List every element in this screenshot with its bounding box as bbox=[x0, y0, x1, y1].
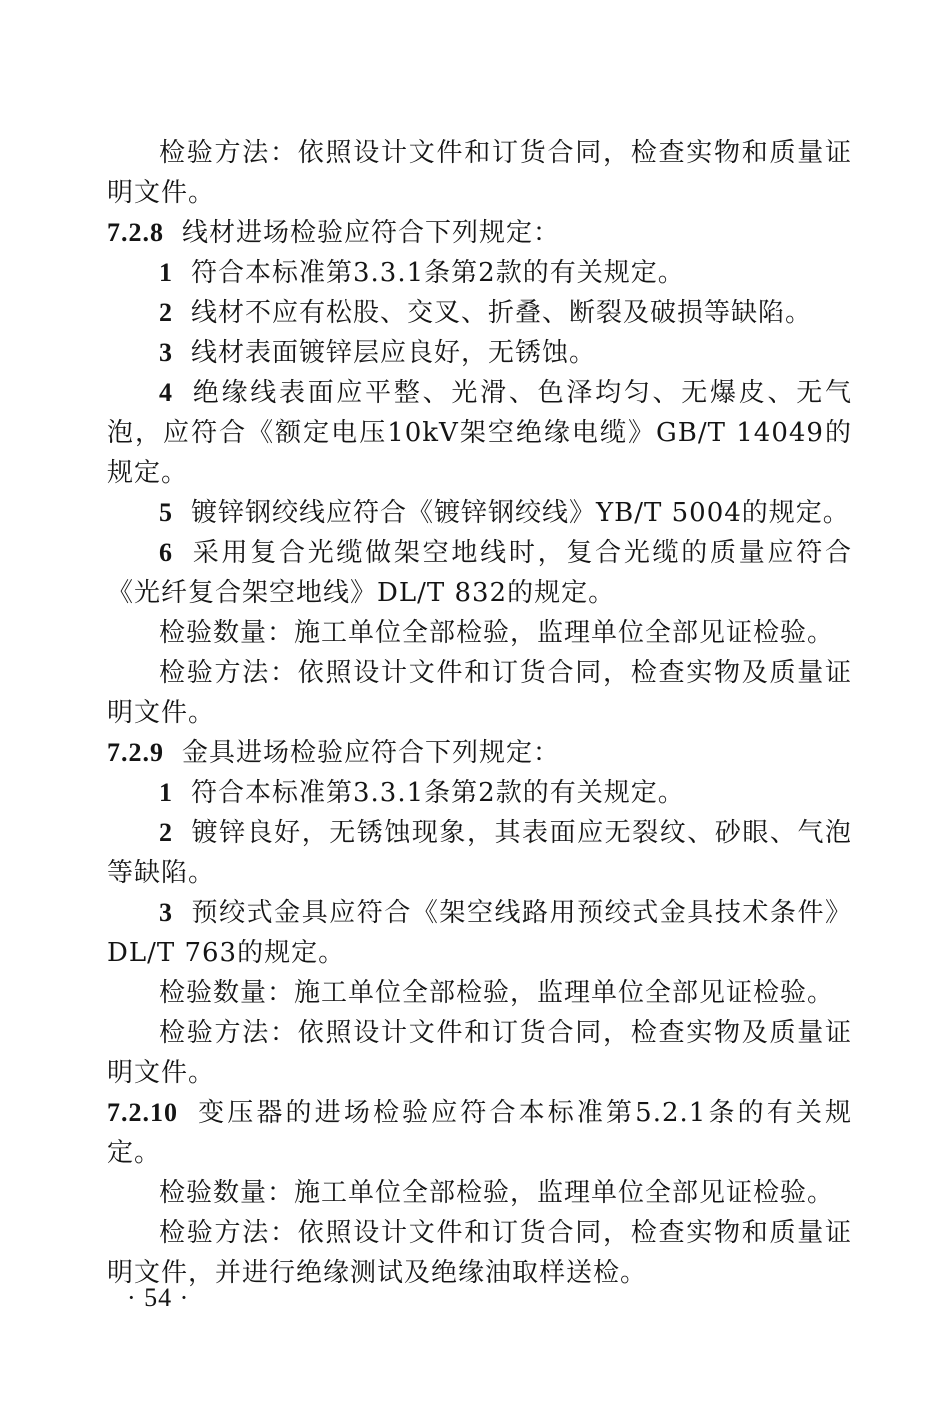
paragraph-text: 检验方法：依照设计文件和订货合同，检查实物及质量证明文件。 bbox=[107, 658, 852, 728]
paragraph-text: 检验方法：依照设计文件和订货合同，检查实物和质量证明文件。 bbox=[107, 138, 852, 208]
paragraph-text: 检验数量：施工单位全部检验，监理单位全部见证检验。 bbox=[159, 1178, 835, 1208]
item-number: 2 bbox=[159, 298, 173, 327]
paragraph-text: 检验方法：依照设计文件和订货合同，检查实物和质量证明文件，并进行绝缘测试及绝缘油取样送检。 bbox=[107, 1218, 852, 1288]
item-text: 符合本标准第3.3.1条第2款的有关规定。 bbox=[191, 778, 685, 808]
clause-number: 7.2.10 bbox=[107, 1098, 178, 1127]
item-text: 采用复合光缆做架空地线时，复合光缆的质量应符合《光纤复合架空地线》DL/T 832的规定。 bbox=[107, 538, 852, 608]
list-item bbox=[107, 333, 852, 373]
item-text: 镀锌钢绞线应符合《镀锌钢绞线》YB/T 5004的规定。 bbox=[191, 498, 850, 528]
item-text: 绝缘线表面应平整、光滑、色泽均匀、无爆皮、无气泡，应符合《额定电压10kV架空绝缘电缆》GB/T 14049的规定。 bbox=[107, 378, 852, 488]
item-number: 5 bbox=[159, 498, 173, 527]
clause-number: 7.2.9 bbox=[107, 738, 164, 767]
list-item bbox=[107, 813, 852, 893]
item-text: 预绞式金具应符合《架空线路用预绞式金具技术条件》DL/T 763的规定。 bbox=[107, 898, 852, 968]
paragraph-text: 检验数量：施工单位全部检验，监理单位全部见证检验。 bbox=[159, 618, 835, 648]
paragraph-inspection-quantity bbox=[107, 1173, 852, 1213]
item-text: 符合本标准第3.3.1条第2款的有关规定。 bbox=[191, 258, 685, 288]
item-text: 线材不应有松股、交叉、折叠、断裂及破损等缺陷。 bbox=[191, 298, 813, 328]
list-item bbox=[107, 373, 852, 493]
clause-7-2-10 bbox=[107, 1093, 852, 1173]
paragraph-inspection-quantity bbox=[107, 973, 852, 1013]
page-number: · 54 · bbox=[127, 1283, 190, 1312]
item-text: 镀锌良好，无锈蚀现象，其表面应无裂纹、砂眼、气泡等缺陷。 bbox=[107, 818, 852, 888]
clause-text: 变压器的进场检验应符合本标准第5.2.1条的有关规定。 bbox=[107, 1098, 852, 1168]
paragraph-inspection-method bbox=[107, 653, 852, 733]
item-number: 4 bbox=[159, 378, 173, 407]
list-item bbox=[107, 253, 852, 293]
item-number: 1 bbox=[159, 778, 173, 807]
paragraph-inspection-method bbox=[107, 1013, 852, 1093]
list-item bbox=[107, 493, 852, 533]
item-number: 3 bbox=[159, 338, 173, 367]
paragraph-inspection-method bbox=[107, 133, 852, 213]
item-number: 1 bbox=[159, 258, 173, 287]
item-number: 3 bbox=[159, 898, 173, 927]
paragraph-inspection-method bbox=[107, 1213, 852, 1293]
item-text: 线材表面镀锌层应良好，无锈蚀。 bbox=[191, 338, 597, 368]
clause-7-2-8 bbox=[107, 213, 852, 253]
paragraph-inspection-quantity bbox=[107, 613, 852, 653]
list-item bbox=[107, 773, 852, 813]
list-item bbox=[107, 893, 852, 973]
clause-text: 金具进场检验应符合下列规定： bbox=[182, 738, 561, 768]
item-number: 2 bbox=[159, 818, 173, 847]
paragraph-text: 检验方法：依照设计文件和订货合同，检查实物及质量证明文件。 bbox=[107, 1018, 852, 1088]
item-number: 6 bbox=[159, 538, 173, 567]
list-item bbox=[107, 533, 852, 613]
list-item bbox=[107, 293, 852, 333]
page-body bbox=[107, 133, 852, 1293]
clause-number: 7.2.8 bbox=[107, 218, 164, 247]
clause-7-2-9 bbox=[107, 733, 852, 773]
paragraph-text: 检验数量：施工单位全部检验，监理单位全部见证检验。 bbox=[159, 978, 835, 1008]
clause-text: 线材进场检验应符合下列规定： bbox=[182, 218, 561, 248]
